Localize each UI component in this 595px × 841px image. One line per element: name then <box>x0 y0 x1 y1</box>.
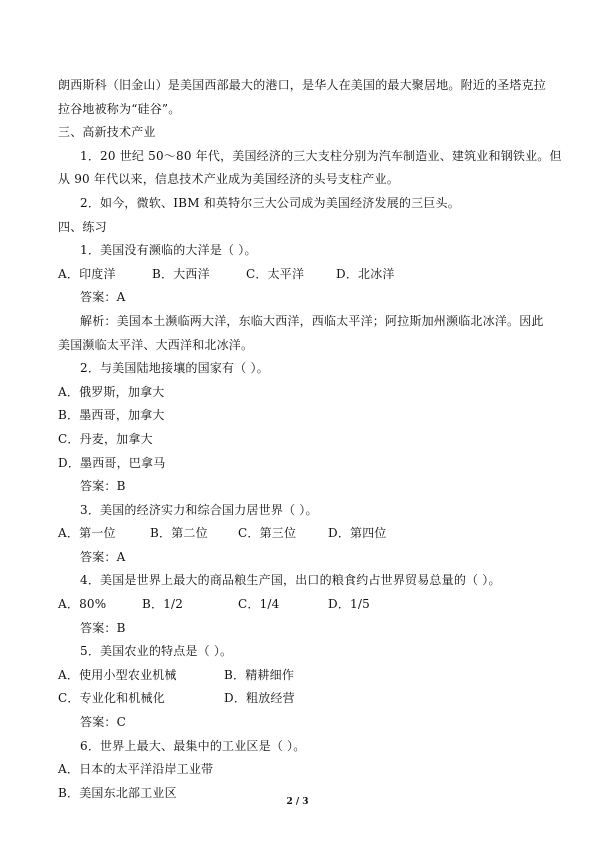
intro-line-1: 朗西斯科（旧金山）是美国西部最大的港口，是华人在美国的最大聚居地。附近的圣塔克拉 <box>58 78 547 92</box>
section-3-paragraph-2: 2．如今，微软、IBM 和英特尔三大公司成为美国经济发展的三巨头。 <box>80 195 460 210</box>
question-3-option-a: A．第一位 <box>58 526 116 541</box>
intro-line-2: 拉谷地被称为“硅谷”。 <box>58 101 181 116</box>
section-3-paragraph-1-line-2: 从 90 年代以来，信息技术产业成为美国经济的头号支柱产业。 <box>58 172 399 187</box>
question-2-option-c: C．丹麦，加拿大 <box>58 431 153 446</box>
question-3-option-d: D．第四位 <box>328 526 387 541</box>
question-5-options-row-2 <box>58 687 538 711</box>
question-1-stem: 1．美国没有濒临的大洋是（ ）。 <box>80 243 257 258</box>
section-4-heading: 四、练习 <box>58 219 107 234</box>
question-1-option-c: C．太平洋 <box>246 266 305 281</box>
question-2-option-a: A．俄罗斯，加拿大 <box>58 384 165 399</box>
question-6-option-b: B．美国东北部工业区 <box>58 785 177 800</box>
question-5-answer: 答案：C <box>80 715 126 730</box>
question-4-stem: 4．美国是世界上最大的商品粮生产国，出口的粮食约占世界贸易总量的（ ）。 <box>80 573 501 588</box>
page-number: 2 / 3 <box>286 797 309 807</box>
question-6-option-a: A．日本的太平洋沿岸工业带 <box>58 762 214 777</box>
question-5-stem: 5．美国农业的特点是（ ）。 <box>80 644 233 659</box>
question-3-options <box>58 522 538 546</box>
question-4-option-c: C．1/4 <box>238 597 280 612</box>
section-3-paragraph-1-line-1: 1．20 世纪 50～80 年代，美国经济的三大支柱分别为汽车制造业、建筑业和钢铁业。但 <box>80 148 562 163</box>
question-6-stem: 6．世界上最大、最集中的工业区是（ ）。 <box>80 738 306 753</box>
question-2-answer: 答案：B <box>80 479 126 494</box>
question-5-option-a: A．使用小型农业机械 <box>58 667 177 682</box>
page-content <box>58 74 562 805</box>
question-4-option-b: B．1/2 <box>142 597 184 612</box>
question-1-analysis-line-1: 解析：美国本土濒临两大洋，东临大西洋，西临太平洋；阿拉斯加州濒临北冰洋。因此 <box>80 313 544 328</box>
section-3-heading: 三、高新技术产业 <box>58 125 156 140</box>
question-1-option-d: D．北冰洋 <box>336 266 395 281</box>
question-4-option-a: A．80% <box>58 597 107 612</box>
question-5-options-row-1 <box>58 664 538 688</box>
question-2-stem: 2．与美国陆地接壤的国家有（ ）。 <box>80 361 269 376</box>
question-5-option-b: B．精耕细作 <box>224 667 295 682</box>
question-5-option-c: C．专业化和机械化 <box>58 691 165 706</box>
question-4-option-d: D．1/5 <box>328 597 370 612</box>
question-4-answer: 答案：B <box>80 620 126 635</box>
question-4-options <box>58 593 538 617</box>
question-3-option-b: B．第二位 <box>150 526 208 541</box>
question-2-option-d: D．墨西哥，巴拿马 <box>58 455 166 470</box>
question-1-options <box>58 263 538 287</box>
question-1-analysis-line-2: 美国濒临太平洋、大西洋和北冰洋。 <box>58 337 254 352</box>
question-3-stem: 3．美国的经济实力和综合国力居世界（ ）。 <box>80 502 318 517</box>
question-1-answer: 答案：A <box>80 290 126 305</box>
question-5-option-d: D．粗放经营 <box>224 691 295 706</box>
question-2-option-b: B．墨西哥，加拿大 <box>58 408 165 423</box>
question-1-option-b: B．大西洋 <box>152 266 210 281</box>
question-3-option-c: C．第三位 <box>238 526 297 541</box>
question-3-answer: 答案：A <box>80 549 126 564</box>
question-1-option-a: A．印度洋 <box>58 266 116 281</box>
